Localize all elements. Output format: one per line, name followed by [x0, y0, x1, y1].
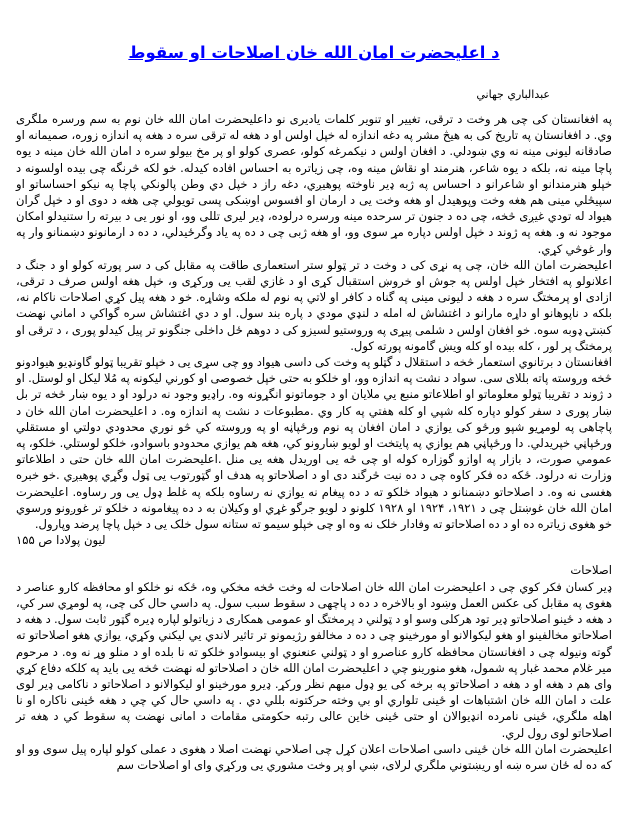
intro-paragraph-1: په افغانستان کی چی هر وخت د ترقی، تغییر او تنویر کلمات یادیری نو داعلیحضرت امان الله خان نوم به سم ورسره ملگری وي. د افغانستان په تاریخ کی به هیڅ مشر په دغه اندازه له خپل اولس او د هغه له ترقی سره د هغه په اندازه زوره، صمیمانه او صادقانه لیونی مینه نه وي ښودلي. د افغان اولس د نیکمرغه کولو، عصری کولو او پر مخ بیولو سره د امان الله خان مینه د یوه پاچا مینه نه، بلکه د یوه شاعر، هنرمند او نقاش مینه وه، چی زیاتره به احساس افاده کیدله. خو لکه څرنگه چی بیده اولسونه د خپلو هنرمندانو او شاعرانو د احساس په ژبه ډیر ناوخته پوهیږي، دغه راز د خپل دي وطن پالونکي پاچا په نیکو احساساتو او سپیڅلي مینی هم هغه وخت وپوهیدل او هغه وخت یی د ارمان او افسوس اوښکی پسی تویولي چی هغه د دوی او د خپل گران هیواد له تودي غیږی څخه، چی ده د جنون تر سرحده مینه ورسره درلوده، ډیر لیری تللی وو، او نور یی د بیرته را ستنیدلو امکان موجود نه و. هغه په ژوند د خپل اولس دپاره مړ سوی وو، او هغه ژبی چی د ده په یاد وگرځیدلي، د ده د ارمانونو دښمنانو وار په وار غوڅي کړي.	[16, 112, 612, 256]
intro-paragraph-3: افغانستان د برتانوي استعمار څخه د استقلال د گټلو په وخت کی داسی هیواد وو چی سړی یی د خپلو تقریبا ټولو گاونډیو هیوادونو څخه وروسته پاته بللای سی. سواد د نشت په اندازه وو، او خلکو به حتی خپل خصوصی او کورني لیکونه په مُلا لیکل او لوستل. او د ژوند د تقریبا ټولو معلوماتو او اطلاعاتو منبع یي ملایان او د جوماتونو انگړونه وه. راډیو وجود نه درلود او د یوه ښار څخه تر بل ښار پوری د سفر کولو دپاره کله شپي او کله هفتي په کار وي .مطبوعات د نشت په اندازه وه. د اعلیحضرت امان الله خان د پاچاهی په لومړیو شپو ورځو کی یوازي د امان افغان په نوم ورځپاڼه او په وروسته کي څو نوري محدودي دولتي او مستقلي ورځپاڼي خپریدلي. دا ورځپاڼي هم یوازي په پایتخت او لویو ښارونو کي، هغه هم یوازي محدودو باسوادو، خلکو لوستلي. خلکو، په عمومي صورت، د بازار په اوازو گوزاره کوله او چی څه یی اوریدل هغه یی منل .اعلیحضرت امان الله خان حتی د اطلاعاتو وزارت نه درلود. ځکه ده فکر کاوه چی د ده نیت څرگند دی او د اصلاحاتو په هدف او گټورتوب یی ټول وگړي پوهیږي .خو خبره هغسی نه وه. د اصلاحاتو دښمنانو د هیواد خلکو ته د ده پیغام نه یوازي نه رساوه بلکه په غلط ډول یی ور رساوه. اعلیحضرت امان الله خان غوښتل چی د ۱۹۲۱، ۱۹۲۴ او ۱۹۲۸ کلونو د لویو جرگو غړي او وکیلان به د ده پیغامونه د خلکو تر غوږونو ورسوي خو هغوی زیاتره ده او د ده اصلاحاتو ته وفادار خلک نه وه او چی خپلو سیمو ته ستانه سول خلک یی د خپل پاچا پرضد وپارول.	[16, 355, 612, 532]
document-title-link[interactable]: د اعلیحضرت امان الله خان اصلاحات او سقوط	[128, 43, 500, 62]
intro-paragraph-2: اعلیحضرت امان الله خان، چی په نړی کی د وخت د تر ټولو ستر استعماری طاقت په مقابل کی د سر پورته کولو او د جنگ د اعلانولو په افتخار خپل اولس په جوش او خروښ استقبال کړی او د غازي لقب یی ورکړی و، خپل هغه اولس صرف د ترقی، ازادی او پرمختگ سره د هغه د لیونی مینی په گناه د کافر او لاتي په نوم له ملکه وشاړه. خو د هغه پیل کړي اصلاحات ناکام نه، بلکه د ناپوهانو او داړه مارانو د اغتشاش له امله د لنډي مودي د پاره بند سول. او د دي اغتشاش سره گواکي د اماني نهضت کښتۍ ډوبه سوه. خو افغان اولس د شلمی پیړی په وروستیو لسیزو کی د دوهم ځل داخلی جنگونو تر پیل کیدلو پوری ، د ترقی او پرمختگ پر لور ، کله بیده او کله ویښ گامونه پورته کول.	[16, 257, 612, 353]
section-heading-reforms: اصلاحات	[570, 563, 612, 578]
author-name: عبدالباري جهاني	[476, 88, 550, 101]
document-body	[16, 111, 612, 773]
reforms-paragraph-1: ډیر کسان فکر کوي چی د اعلیحضرت امان الله خان اصلاحات له وخت څخه مخکي وه، ځکه نو خلکو او محافظه کارو عناصر د هغوی په مقابل کی عکس العمل وښود او بالاخره د ده د پاچهی د سقوط سبب سول. په داسي حال کی چی، په لومړي سر کي، د هغه د ځینو اصلاحاتو ډیر تود هرکلی وسو او د ټولني د پرمختگ او عمومی همکاری د زیاتولو لپاره ډیره گټور ثابت سول. د هغه د اصلاحاتو مخالفینو او هغو لیکوالانو او مورخینو چی د ده د مخالفو رژیمونو تر تاثیر لاندي یي لیکني وکړي، یوازي هغو اصلاحاتو ته گوته ونیوله چی د افغانستان محافظه کارو عناصرو او د ټولني عنعنوي او بیسوادو خلکو ته نا بلده او د منلو وړ نه وه. د مرحوم میر غلام محمد غبار په شمول، هغو منورینو چي د اعلیحضرت امان الله خان د اصلاحاتو له نهضت څخه یی باید په کلکه دفاع کړي وای هم د هغه او د هغه د اصلاحاتو په برخه کی یو ډول مبهم نظر ورکړ. ډیرو مورخینو او لیکوالانو د اصلاحاتو د ناکامی ډیر لوی علت د امان الله خان اشتباهات او ځینی تلواري او بي وخته حرکتونه بللي دي . په داسي حال کي چي د هغه ځینی ناکاره او نا اهله ملگري، ځینی نامرده انډیوالان او حتی ځینی خاین عالی رتبه حکومتی مقامات د امانی نهضت په سقوط کي د هغه تر اصلاحاتو لوی رول لري.	[16, 579, 612, 740]
citation-reference: لیون پولادا ص ۱۵۵	[16, 533, 106, 548]
reforms-paragraph-2: اعلیحضرت امان الله خان ځینی داسی اصلاحات اعلان کړل چی اصلاحي نهضت اصلا د هغوی د عملی کولو لپاره پیل سوی وو او که ده له ځان سره ښه او ریښتوني ملگري لرلای، ښي او پر وخت مشوري یی ورکړي وای او اصلاحات سم	[16, 741, 612, 772]
